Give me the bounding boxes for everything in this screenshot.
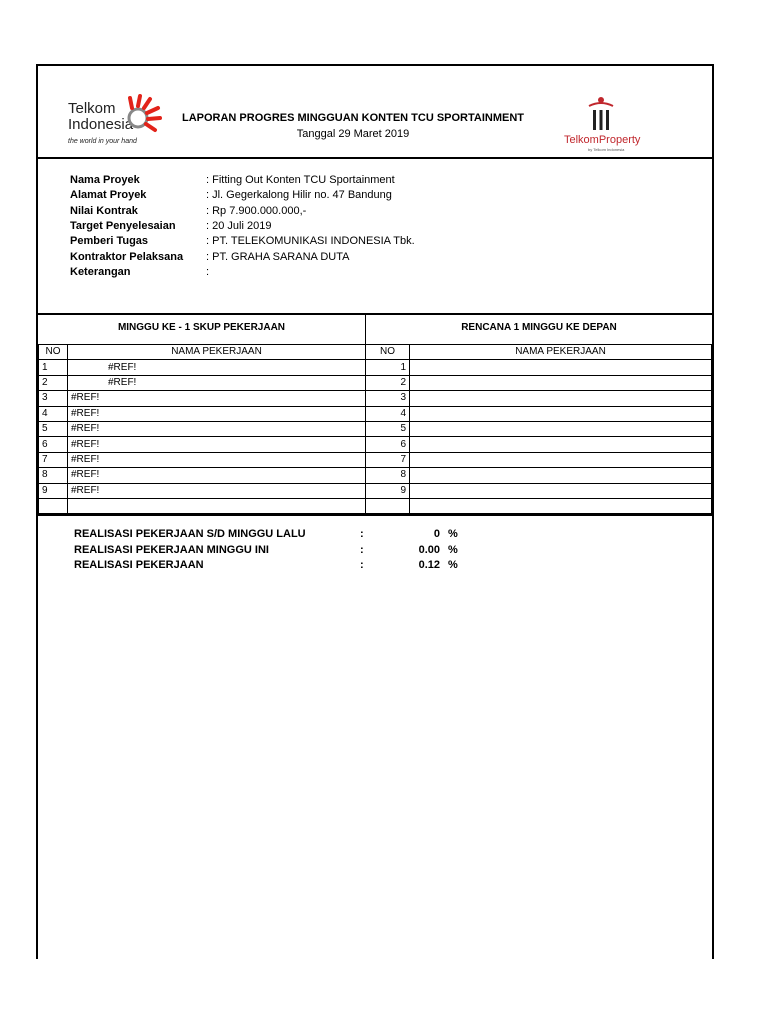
table-row — [39, 468, 366, 483]
project-value: : PT. TELEKOMUNIKASI INDONESIA Tbk. — [206, 235, 415, 248]
project-value: : Fitting Out Konten TCU Sportainment — [206, 174, 395, 186]
summary-value: 0 — [433, 528, 440, 540]
project-label: Pemberi Tugas — [70, 235, 149, 248]
project-label: Keterangan — [70, 265, 131, 278]
col-header-no: NO — [39, 345, 68, 360]
row-name — [410, 360, 712, 375]
project-value: : 20 Juli 2019 — [206, 219, 272, 232]
logo-right-name: TelkomProperty — [564, 134, 641, 146]
row-no: 1 — [39, 360, 68, 375]
row-name — [410, 437, 712, 452]
project-label: Alamat Proyek — [70, 189, 147, 202]
logo-left-line2: Indonesia — [68, 116, 134, 133]
summary-value: 0.12 — [418, 559, 440, 571]
table-row — [39, 421, 366, 436]
row-name — [410, 452, 712, 467]
row-no: 4 — [366, 406, 410, 421]
project-label: Kontraktor Pelaksana — [70, 250, 184, 263]
project-label: Nilai Kontrak — [70, 204, 138, 217]
row-no — [366, 498, 410, 513]
header-divider — [38, 157, 712, 159]
summary-unit: % — [448, 528, 458, 540]
row-no: 4 — [39, 406, 68, 421]
row-no: 3 — [366, 391, 410, 406]
row-name: #REF! — [68, 452, 366, 467]
report-sheet — [36, 64, 714, 959]
table-row — [366, 498, 712, 513]
col-header-name: NAMA PEKERJAAN — [68, 345, 366, 360]
row-no: 9 — [39, 483, 68, 498]
row-no: 3 — [39, 391, 68, 406]
row-name — [68, 498, 366, 513]
row-name: #REF! — [68, 375, 366, 390]
project-label: Target Penyelesaian — [70, 219, 176, 232]
row-name — [410, 498, 712, 513]
report-date: Tanggal 29 Maret 2019 — [296, 128, 410, 140]
row-no: 2 — [39, 375, 68, 390]
row-name: #REF! — [68, 406, 366, 421]
row-no: 8 — [366, 468, 410, 483]
table-row — [366, 375, 712, 390]
summary-value: 0.00 — [418, 543, 440, 556]
right-table-title: RENCANA 1 MINGGU KE DEPAN — [461, 322, 617, 333]
table-row — [366, 468, 712, 483]
logo-left-line1: Telkom — [68, 100, 116, 117]
summary-unit: % — [448, 559, 458, 571]
row-name — [410, 391, 712, 406]
row-name — [410, 421, 712, 436]
table-row — [366, 406, 712, 421]
logo-left-tagline: the world in your hand — [68, 138, 137, 145]
row-name: #REF! — [68, 391, 366, 406]
row-no: 6 — [39, 437, 68, 452]
row-no: 9 — [366, 483, 410, 498]
table-header-row — [39, 345, 366, 360]
summary-label: REALISASI PEKERJAAN S/D MINGGU LALU — [74, 528, 306, 540]
table-row — [366, 483, 712, 498]
row-name: #REF! — [68, 360, 366, 375]
table-bottom-border — [38, 514, 712, 516]
row-no — [39, 498, 68, 513]
telkom-property-icon — [586, 96, 616, 132]
table-row — [366, 421, 712, 436]
row-no: 7 — [39, 452, 68, 467]
table-row — [366, 391, 712, 406]
report-title: LAPORAN PROGRES MINGGUAN KONTEN TCU SPORTAINMENT — [181, 112, 525, 124]
table-row — [39, 360, 366, 375]
summary-colon: : — [360, 528, 364, 540]
table-row — [366, 360, 712, 375]
col-header-no: NO — [366, 345, 410, 360]
project-value: : Rp 7.900.000.000,- — [206, 204, 307, 217]
row-no: 1 — [366, 360, 410, 375]
row-no: 8 — [39, 468, 68, 483]
table-row — [39, 498, 366, 513]
row-no: 5 — [366, 421, 410, 436]
row-no: 6 — [366, 437, 410, 452]
logo-right-sub: by Telkom Indonesia — [588, 147, 625, 152]
row-name — [410, 406, 712, 421]
summary-colon: : — [360, 543, 364, 556]
summary-label: REALISASI PEKERJAAN MINGGU INI — [74, 543, 269, 556]
table-row — [39, 437, 366, 452]
project-value: : — [206, 265, 210, 278]
row-name — [410, 375, 712, 390]
row-name — [410, 483, 712, 498]
telkom-property-logo — [564, 96, 660, 156]
right-work-table — [365, 344, 712, 514]
row-name — [410, 468, 712, 483]
table-row — [366, 437, 712, 452]
summary-unit: % — [448, 543, 458, 556]
row-no: 2 — [366, 375, 410, 390]
table-row — [39, 391, 366, 406]
table-row — [366, 452, 712, 467]
row-no: 5 — [39, 421, 68, 436]
project-value: : Jl. Gegerkalong Hilir no. 47 Bandung — [206, 189, 392, 202]
summary-colon: : — [360, 559, 364, 571]
table-header-row — [366, 345, 712, 360]
row-no: 7 — [366, 452, 410, 467]
project-label: Nama Proyek — [70, 174, 140, 186]
project-value: : PT. GRAHA SARANA DUTA — [206, 250, 350, 263]
row-name: #REF! — [68, 421, 366, 436]
col-header-name: NAMA PEKERJAAN — [410, 345, 712, 360]
telkom-indonesia-logo — [68, 94, 178, 154]
table-row — [39, 483, 366, 498]
summary-label: REALISASI PEKERJAAN — [74, 559, 204, 571]
table-row — [39, 375, 366, 390]
left-work-table — [38, 344, 366, 514]
table-row — [39, 452, 366, 467]
left-table-title: MINGGU KE - 1 SKUP PEKERJAAN — [38, 314, 366, 344]
row-name: #REF! — [68, 468, 366, 483]
table-row — [39, 406, 366, 421]
row-name: #REF! — [68, 483, 366, 498]
row-name: #REF! — [68, 437, 366, 452]
